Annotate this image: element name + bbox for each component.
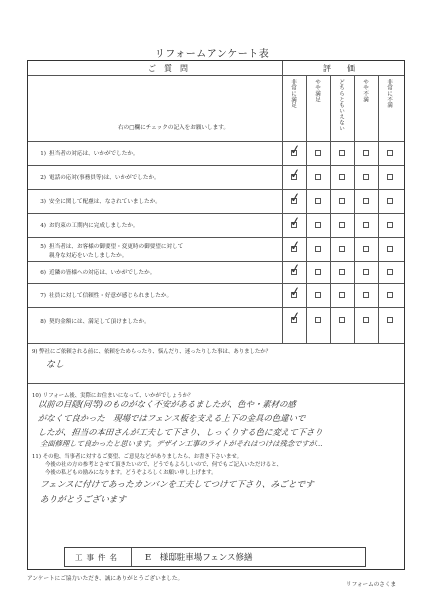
form-title: リフォームアンケート表 <box>154 49 270 60</box>
scale-label-5: 非常に不満 <box>386 79 392 108</box>
checkbox-q7-opt4[interactable] <box>363 292 369 298</box>
checkbox-q4-opt5[interactable] <box>387 222 393 228</box>
checkbox-q5-opt3[interactable] <box>339 246 345 252</box>
check-mark-icon: ✓ <box>289 238 302 255</box>
check-mark-icon: ✓ <box>289 309 302 326</box>
checkbox-q4-opt3[interactable] <box>339 222 345 228</box>
company-name: リフォームのさくま <box>346 582 397 588</box>
checkbox-q2-opt5[interactable] <box>387 174 393 180</box>
evaluation-header: 評 価 <box>323 64 355 73</box>
checkbox-q7-opt2[interactable] <box>315 292 321 298</box>
question-10: 10) リフォーム後、実際にお住まいになって、いかがでしょうか？ <box>32 393 194 399</box>
check-mark-icon: ✓ <box>289 190 302 207</box>
checkbox-q3-opt3[interactable] <box>339 198 345 204</box>
checkbox-q2-opt3[interactable] <box>339 174 345 180</box>
q11-answer-line-1: フェンスに付けてあったカンバンを工夫してつけて下さり、みごとです <box>39 480 315 490</box>
scale-label-4: やや不満 <box>362 79 368 103</box>
instruction-text: 右の□欄にチェックの記入をお願いします。 <box>118 125 229 131</box>
checkbox-q7-opt3[interactable] <box>339 292 345 298</box>
question-5: 5) 担当者は、お客様の御要望・変更時の御要望に対して <box>40 244 184 250</box>
thanks-note: アンケートにご協力いただき、誠にありがとうございました。 <box>27 576 184 582</box>
checkbox-q7-opt5[interactable] <box>387 292 393 298</box>
project-name: E 様邸駐車場フェンス修繕 <box>145 553 253 563</box>
scale-label-3: どちらともいえない <box>338 79 344 132</box>
question-2: 2) 電話の応対(事務員等)は、いかがでしたか。 <box>40 175 160 181</box>
question-7: 7) 社員に対して信頼性・好意が感じられましたか。 <box>40 293 173 299</box>
checkbox-q6-opt5[interactable] <box>387 269 393 275</box>
question-4: 4) お約束の工期内に完成しましたか。 <box>40 223 139 229</box>
question-3: 3) 安全に関して配慮は、なされていましたか。 <box>40 199 161 205</box>
q10-answer-line-2: がなくて良かった 現場ではフェンス板を支える上下の金具の色違いで <box>37 413 306 423</box>
checkbox-q6-opt4[interactable] <box>363 269 369 275</box>
project-label: 工事件名 <box>75 553 121 562</box>
checkbox-q2-opt4[interactable] <box>363 174 369 180</box>
checkbox-q4-opt2[interactable] <box>315 222 321 228</box>
question-11-line-2: 今後の社の方の参考とさせて頂きたいので、どうでもよろしいので、何でもご記入いただけると、 <box>45 462 282 468</box>
check-mark-icon: ✓ <box>289 284 302 301</box>
scale-label-2: やや満足 <box>314 79 320 103</box>
checkbox-q5-opt5[interactable] <box>387 246 393 252</box>
question-9: 9) 弊社にご依頼される前に、依頼をためらったり、悩んだり、迷ったりした事は、ありましたか？ <box>32 349 272 355</box>
checkbox-q8-opt2[interactable] <box>315 317 321 323</box>
checkbox-q4-opt4[interactable] <box>363 222 369 228</box>
checkbox-q5-opt2[interactable] <box>315 246 321 252</box>
q10-answer-line-4: 全面修理して良かったと思います。デザイン工事のライトがそれはつけは残念ですが... <box>39 439 324 448</box>
project-box <box>64 547 366 567</box>
checkbox-q6-opt3[interactable] <box>339 269 345 275</box>
checkbox-q2-opt2[interactable] <box>315 174 321 180</box>
checkbox-q6-opt2[interactable] <box>315 269 321 275</box>
survey-form <box>27 60 405 570</box>
question-header: ご 質 問 <box>148 64 188 73</box>
scale-label-1: 非常に満足 <box>290 79 296 108</box>
check-mark-icon: ✓ <box>289 214 302 231</box>
question-1: 1) 担当者の対応は、いかがでしたか。 <box>40 151 139 157</box>
checkbox-q8-opt3[interactable] <box>339 317 345 323</box>
q10-answer-line-3: したが、担当の本田さんが工夫して下さり、しっくりする色に変えて下さり <box>37 427 324 437</box>
q10-answer-line-1: 以前の目隠(同等)のものがなく不安があるましたが、色や・素材の感 <box>37 399 297 409</box>
check-mark-icon: ✓ <box>289 166 302 183</box>
checkbox-q3-opt2[interactable] <box>315 198 321 204</box>
check-mark-icon: ✓ <box>289 142 302 159</box>
question-11-line-3: 今後の私どもの励みになります。どうぞよろしくお願い申し上げます。 <box>45 470 217 476</box>
checkbox-q3-opt4[interactable] <box>363 198 369 204</box>
question-8: 8) 契約金額には、満足して頂けましたか。 <box>40 319 150 325</box>
question-11: 11) その他、当事者に対するご要望、ご意見などがありましたら、お書き下さいませ。 <box>32 454 242 460</box>
question-5-continued: 親身な対応をいたしましたか。 <box>49 253 128 259</box>
checkbox-q8-opt5[interactable] <box>387 317 393 323</box>
question-6: 6) 近隣の皆様への対応は、いかがでしたか。 <box>40 270 156 276</box>
checkbox-q5-opt4[interactable] <box>363 246 369 252</box>
checkbox-q1-opt4[interactable] <box>363 150 369 156</box>
checkbox-q1-opt3[interactable] <box>339 150 345 156</box>
checkbox-q1-opt2[interactable] <box>315 150 321 156</box>
checkbox-q1-opt5[interactable] <box>387 150 393 156</box>
q11-answer-line-2: ありがとうございます <box>39 495 127 505</box>
check-mark-icon: ✓ <box>289 261 302 278</box>
checkbox-q3-opt5[interactable] <box>387 198 393 204</box>
q9-answer: なし <box>45 360 65 370</box>
checkbox-q8-opt4[interactable] <box>363 317 369 323</box>
